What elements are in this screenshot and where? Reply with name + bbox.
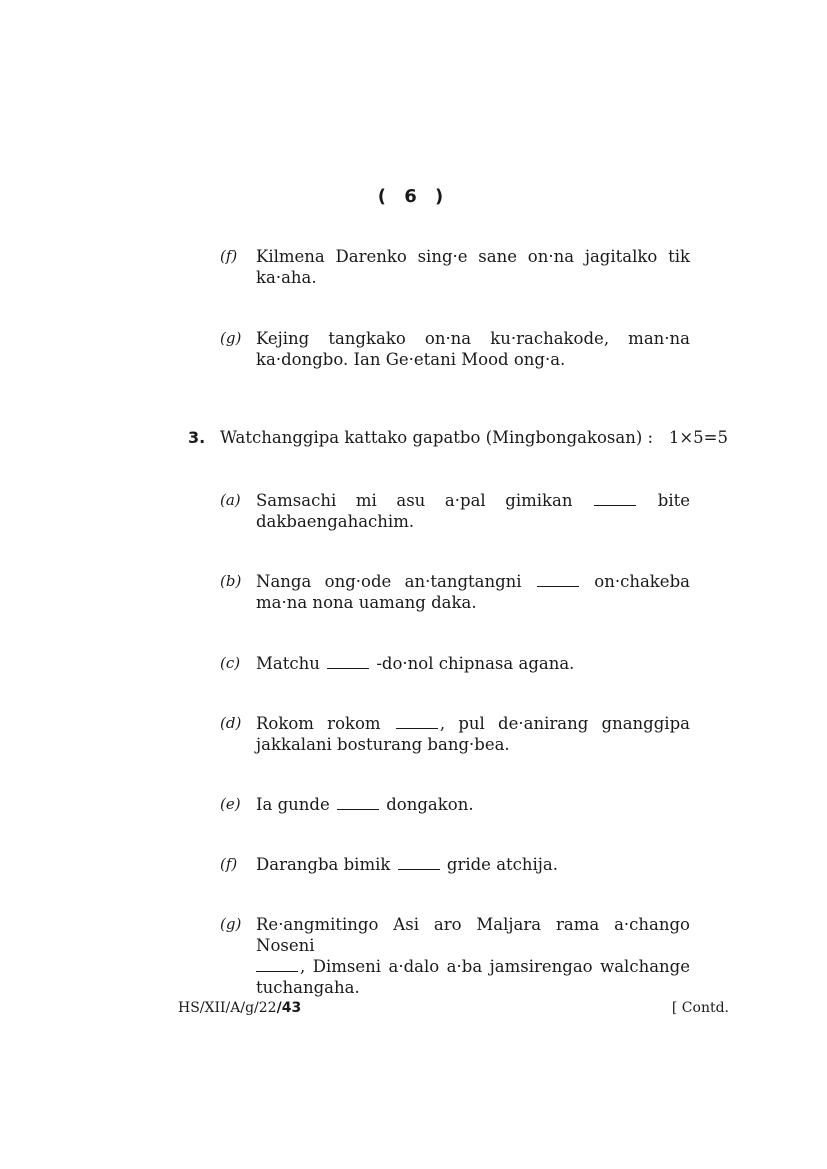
paper-code: HS/XII/A/g/22/43 [178, 1000, 302, 1016]
list-item [220, 571, 690, 613]
list-item [220, 653, 690, 674]
fill-blank [327, 667, 369, 669]
fill-blank [537, 585, 579, 587]
fill-blank [398, 868, 440, 870]
item-label: (f) [220, 247, 238, 265]
item-label: (d) [220, 714, 242, 732]
item-label: (e) [220, 795, 241, 813]
list-item [220, 914, 690, 998]
fill-blank [337, 808, 379, 810]
item-line: Rokom rokom , pul de·anirang gnanggipa [256, 714, 690, 733]
item-line: Samsachi mi asu a·pal gimikan bite [256, 491, 691, 510]
item-line: Re·angmitingo Asi aro Maljara rama a·chango Noseni [256, 915, 690, 955]
item-label: (g) [220, 915, 242, 933]
item-line: jakkalani bosturang bang·bea. [256, 735, 510, 754]
item-line: ka·aha. [256, 268, 317, 287]
list-item [220, 490, 690, 532]
list-item [220, 794, 690, 815]
item-line: Ia gunde dongakon. [256, 795, 474, 814]
item-line: Kejing tangkako on·na ku·rachakode, man·na [256, 329, 690, 348]
list-item [220, 713, 690, 755]
question-number: 3. [188, 428, 206, 447]
page-number: ( 6 ) [377, 186, 450, 207]
item-label: (a) [220, 491, 241, 509]
item-label: (c) [220, 654, 241, 672]
question-text: Watchanggipa kattako gapatbo (Mingbongakosan) : [220, 428, 654, 447]
item-label: (b) [220, 572, 242, 590]
fill-blank [396, 727, 438, 729]
contd-label: [ Contd. [671, 1000, 729, 1016]
list-item [220, 854, 690, 875]
item-line: tuchangaha. [256, 978, 360, 997]
fill-blank [594, 504, 636, 506]
item-line: ka·dongbo. Ian Ge·etani Mood ong·a. [256, 350, 566, 369]
question-marks: 1×5=5 [668, 428, 728, 447]
item-line: dakbaengahachim. [256, 512, 415, 531]
item-label: (g) [220, 329, 242, 347]
item-line: Darangba bimik gride atchija. [256, 855, 558, 874]
item-line: Nanga ong·ode an·tangtangni on·chakeba [256, 572, 690, 591]
item-line: , Dimseni a·dalo a·ba jamsirengao walchange [256, 956, 690, 977]
list-item [220, 328, 690, 370]
fill-blank [256, 970, 298, 972]
item-line: Matchu -do·nol chipnasa agana. [256, 654, 575, 673]
item-label: (f) [220, 855, 238, 873]
item-line: ma·na nona uamang daka. [256, 593, 477, 612]
list-item [220, 246, 690, 288]
item-line: Kilmena Darenko sing·e sane on·na jagitalko tik [256, 247, 690, 266]
